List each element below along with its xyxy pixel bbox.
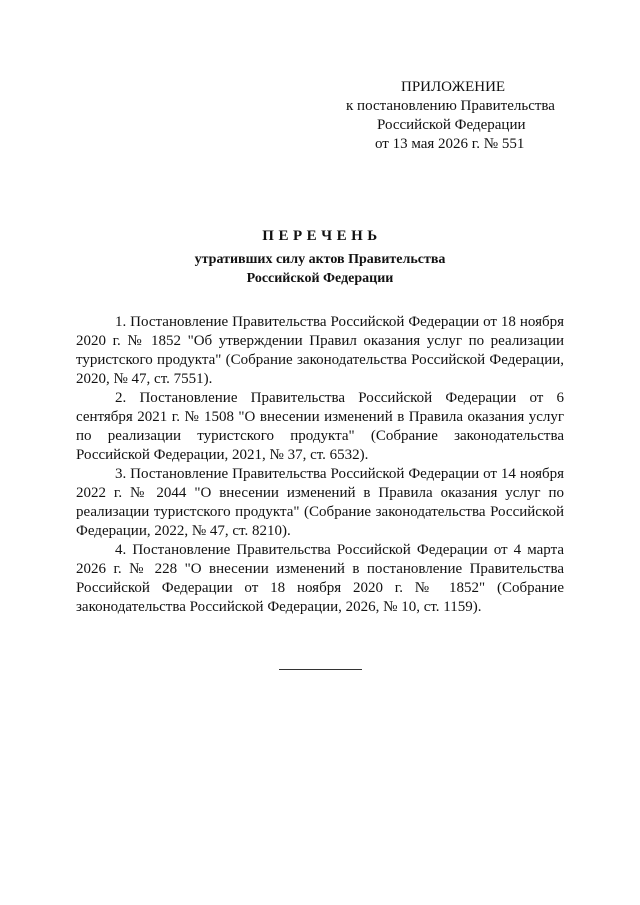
appendix-authority: Российской Федерации: [377, 117, 526, 133]
appendix-reference: к постановлению Правительства: [346, 98, 555, 114]
appendix-date-number: от 13 мая 2026 г. № 551: [375, 136, 525, 152]
subtitle-line-1: утративших силу актов Правительства: [194, 252, 446, 267]
repealed-acts-list: [76, 313, 564, 617]
appendix-label: ПРИЛОЖЕНИЕ: [401, 79, 506, 95]
document-title: ПЕРЕЧЕНЬ: [262, 228, 382, 244]
list-item: 4. Постановление Правительства Российской Федерации от 4 марта 2026 г. № 228 "О внесении изменений в постановление Правительства Российской Федерации от 18 ноября 2020 г. № 1852" (Собрание законодательства Российской Федерации, 2026, № 10, ст. 1159).: [76, 542, 564, 615]
document-subtitle: [0, 250, 640, 288]
subtitle-line-2: Российской Федерации: [246, 271, 394, 286]
appendix-header: [330, 78, 590, 154]
list-item: 3. Постановление Правительства Российской Федерации от 14 ноября 2022 г. № 2044 "О внесении изменений в Правила оказания услуг по реализации туристского продукта" (Собрание законодательства Российской Федерации, 2022, № 47, ст. 8210).: [76, 466, 564, 539]
list-item: 1. Постановление Правительства Российской Федерации от 18 ноября 2020 г. № 1852 "Об утверждении Правил оказания услуг по реализации туристского продукта" (Собрание законодательства Российской Федерации, 2020, № 47, ст. 7551).: [76, 314, 564, 387]
list-item: 2. Постановление Правительства Российской Федерации от 6 сентября 2021 г. № 1508 "О внесении изменений в Правила оказания услуг по реализации туристского продукта" (Собрание законодательства Российской Федерации, 2021, № 37, ст. 6532).: [76, 390, 564, 463]
closing-divider: [279, 669, 362, 670]
